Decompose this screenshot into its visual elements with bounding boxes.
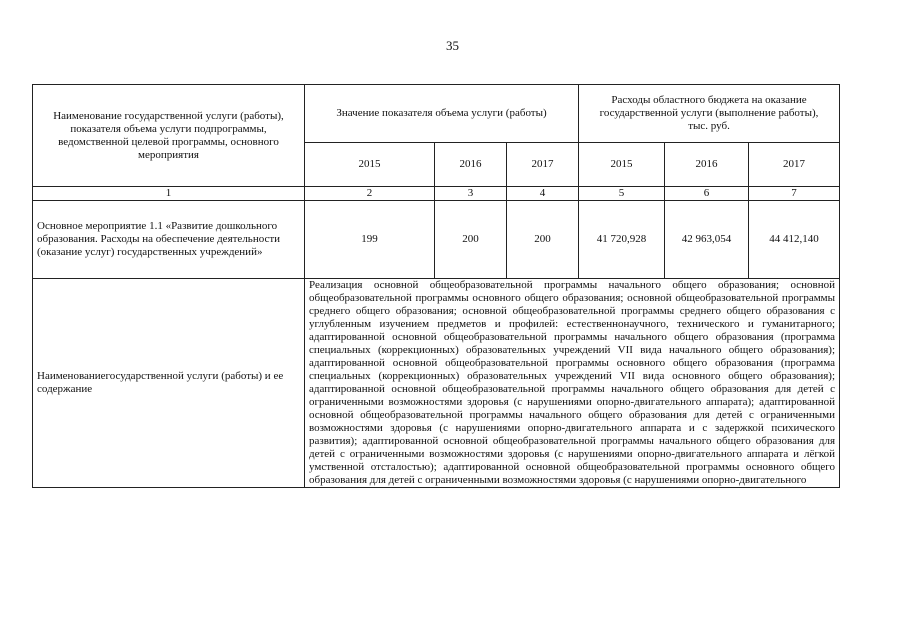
year-cell: 2016 bbox=[435, 143, 507, 187]
year-cell: 2015 bbox=[579, 143, 665, 187]
column-number: 3 bbox=[435, 187, 507, 201]
header-volume-cell: Значение показателя объема услуги (работы) bbox=[305, 85, 579, 143]
header-expenses-title: Расходы областного бюджета на оказание государственной услуги (выполнение работы), bbox=[599, 94, 819, 119]
service-content-cell: Реализация основной общеобразовательной программы начального общего образования; основной общеобразовательной программы основного общего образования; основной общеобразовательной программы среднего общего образования; основной общеобразовательной программы среднего общего образования с углубленным изучением предметов и профилей: естественнонаучного, технического и гуманитарного; адаптированной основной общеобразовательной программы начального общего образования (программа специальных (коррекционных) образовательных учреждений VII вида начального общего образования); адаптированной основной общеобразовательной программы основного общего образования (программа специальных (коррекционных) образовательных учреждений VII вида основного общего образования); адаптированной основной общеобразовательной программы начального общего образования для детей с ограниченными возможностями здоровья (с нарушениями опорно-двигательного аппарата); адаптированной основной общеобразовательной программы начального общего образования для детей с ограниченными возможностями здоровья (с нарушениями опорно-двигательного аппарата и с задержкой психического развития); адаптированной основной общеобразовательной программы начального общего образования для детей с ограниченными возможностями здоровья (с нарушениями опорно-двигательного аппарата и лёгкой умственной отсталостью); адаптированной основной общеобразовательной программы основного общего образования для детей с ограниченными возможностями здоровья (с нарушениями опорно-двигательного bbox=[305, 279, 840, 488]
year-cell: 2017 bbox=[749, 143, 840, 187]
services-table bbox=[32, 84, 840, 488]
event-value-cell: 42 963,054 bbox=[665, 201, 749, 279]
page-number: 35 bbox=[446, 38, 459, 53]
year-cell: 2017 bbox=[507, 143, 579, 187]
column-number: 6 bbox=[665, 187, 749, 201]
year-cell: 2016 bbox=[665, 143, 749, 187]
column-number: 4 bbox=[507, 187, 579, 201]
event-value-cell: 44 412,140 bbox=[749, 201, 840, 279]
event-name-cell: Основное мероприятие 1.1 «Развитие дошкольного образования. Расходы на обеспечение деятельности (оказание услуг) государственных учреждений» bbox=[33, 201, 305, 279]
column-number: 1 bbox=[33, 187, 305, 201]
event-value-cell: 200 bbox=[507, 201, 579, 279]
event-value-cell: 200 bbox=[435, 201, 507, 279]
event-value-cell: 41 720,928 bbox=[579, 201, 665, 279]
header-expenses-cell bbox=[579, 85, 840, 143]
header-expenses-unit: тыс. руб. bbox=[688, 120, 730, 132]
column-number: 7 bbox=[749, 187, 840, 201]
header-name-cell: Наименование государственной услуги (работы), показателя объема услуги подпрограммы, ведомственной целевой программы, основного мероприятия bbox=[33, 85, 305, 187]
column-number: 2 bbox=[305, 187, 435, 201]
year-cell: 2015 bbox=[305, 143, 435, 187]
column-number: 5 bbox=[579, 187, 665, 201]
service-name-cell: Наименованиегосударственной услуги (работы) и ее содержание bbox=[33, 279, 305, 488]
event-value-cell: 199 bbox=[305, 201, 435, 279]
